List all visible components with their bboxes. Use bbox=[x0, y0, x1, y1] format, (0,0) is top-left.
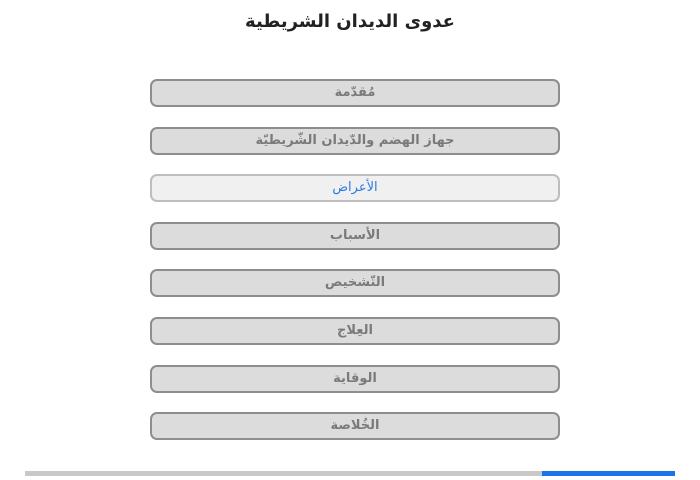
menu-item-summary[interactable]: الخُلاصة bbox=[150, 412, 560, 440]
menu-item-prevention[interactable]: الوقاية bbox=[150, 365, 560, 393]
menu-item-digestive-system[interactable]: جهاز الهضم والدّيدان الشّريطيّة bbox=[150, 127, 560, 155]
menu-item-introduction[interactable]: مُقدّمة bbox=[150, 79, 560, 107]
menu-item-causes[interactable]: الأسباب bbox=[150, 222, 560, 250]
section-menu bbox=[150, 79, 560, 460]
progress-bar bbox=[25, 471, 675, 476]
page-title: عدوى الديدان الشريطية bbox=[245, 11, 455, 32]
menu-item-treatment[interactable]: العِلاج bbox=[150, 317, 560, 345]
progress-bar-fill bbox=[542, 471, 675, 476]
menu-item-symptoms[interactable]: الأعراض bbox=[150, 174, 560, 202]
menu-item-diagnosis[interactable]: التّشخيص bbox=[150, 269, 560, 297]
